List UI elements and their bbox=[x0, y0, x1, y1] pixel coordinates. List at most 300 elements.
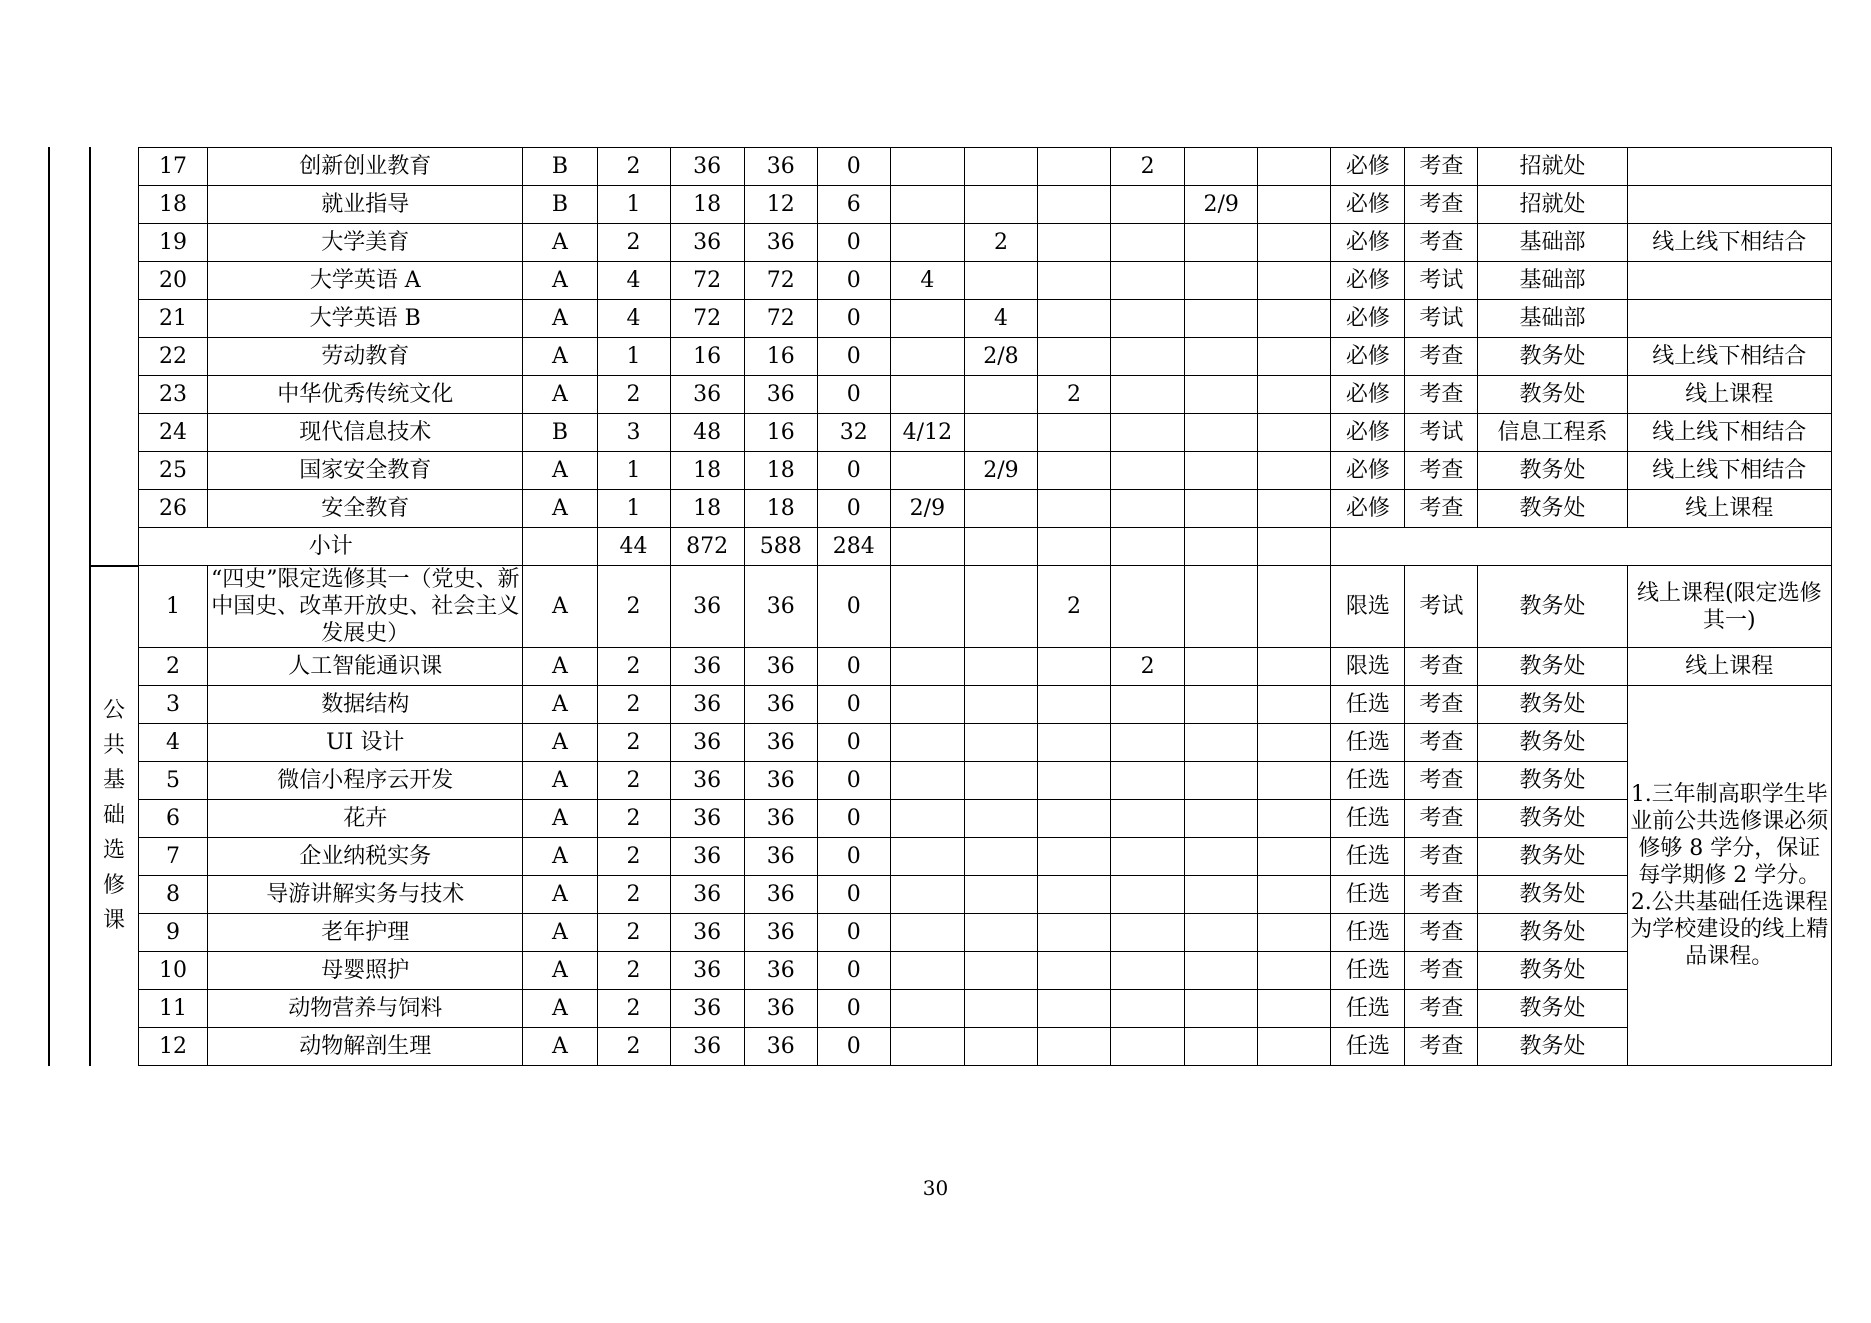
course-name: 大学英语 A bbox=[208, 262, 523, 300]
theory-hours-cell: 36 bbox=[744, 724, 817, 762]
semester-1-cell bbox=[890, 686, 964, 724]
assessment-cell: 考查 bbox=[1405, 952, 1478, 990]
course-type: A bbox=[523, 914, 597, 952]
course-name: 花卉 bbox=[208, 800, 523, 838]
total-hours-cell: 36 bbox=[670, 838, 744, 876]
subtotal-semester-2 bbox=[964, 528, 1037, 566]
remark-cell bbox=[1627, 262, 1831, 300]
course-number: 19 bbox=[139, 224, 208, 262]
total-hours-cell: 36 bbox=[670, 876, 744, 914]
credit-cell: 1 bbox=[597, 338, 670, 376]
course-number: 21 bbox=[139, 300, 208, 338]
semester-2-cell bbox=[964, 838, 1037, 876]
assessment-cell: 考试 bbox=[1405, 262, 1478, 300]
theory-hours-cell: 36 bbox=[744, 224, 817, 262]
practice-hours-cell: 0 bbox=[817, 914, 890, 952]
course-nature-cell: 任选 bbox=[1331, 952, 1405, 990]
course-number: 11 bbox=[139, 990, 208, 1028]
group-divider bbox=[89, 565, 139, 567]
course-type: A bbox=[523, 300, 597, 338]
course-type: A bbox=[523, 566, 597, 648]
required-courses-body bbox=[139, 148, 1832, 566]
course-type: A bbox=[523, 686, 597, 724]
semester-5-cell bbox=[1185, 452, 1258, 490]
semester-3-cell bbox=[1037, 648, 1110, 686]
course-name: 动物解剖生理 bbox=[208, 1028, 523, 1066]
credit-cell: 2 bbox=[597, 1028, 670, 1066]
practice-hours-cell: 0 bbox=[817, 838, 890, 876]
elective-courses-body bbox=[139, 566, 1832, 1066]
credit-cell: 2 bbox=[597, 838, 670, 876]
semester-2-cell: 4 bbox=[964, 300, 1037, 338]
semester-5-cell bbox=[1185, 224, 1258, 262]
course-nature-cell: 必修 bbox=[1331, 490, 1405, 528]
department-cell: 教务处 bbox=[1478, 800, 1627, 838]
semester-6-cell bbox=[1258, 1028, 1331, 1066]
remark-cell bbox=[1627, 186, 1831, 224]
course-number: 2 bbox=[139, 648, 208, 686]
semester-6-cell bbox=[1258, 262, 1331, 300]
course-nature-cell: 任选 bbox=[1331, 762, 1405, 800]
course-name: 劳动教育 bbox=[208, 338, 523, 376]
subtotal-semester-1 bbox=[890, 528, 964, 566]
credit-cell: 2 bbox=[597, 224, 670, 262]
theory-hours-cell: 36 bbox=[744, 686, 817, 724]
assessment-cell: 考查 bbox=[1405, 186, 1478, 224]
subtotal-practice: 284 bbox=[817, 528, 890, 566]
semester-3-cell bbox=[1037, 186, 1110, 224]
semester-1-cell: 4 bbox=[890, 262, 964, 300]
semester-3-cell bbox=[1037, 224, 1110, 262]
assessment-cell: 考试 bbox=[1405, 566, 1478, 648]
table-row bbox=[139, 338, 1832, 376]
credit-cell: 1 bbox=[597, 490, 670, 528]
semester-5-cell bbox=[1185, 724, 1258, 762]
credit-cell: 2 bbox=[597, 724, 670, 762]
theory-hours-cell: 36 bbox=[744, 914, 817, 952]
semester-6-cell bbox=[1258, 952, 1331, 990]
total-hours-cell: 36 bbox=[670, 724, 744, 762]
table-row bbox=[139, 376, 1832, 414]
semester-6-cell bbox=[1258, 914, 1331, 952]
semester-6-cell bbox=[1258, 566, 1331, 648]
theory-hours-cell: 18 bbox=[744, 490, 817, 528]
course-type: B bbox=[523, 414, 597, 452]
course-number: 8 bbox=[139, 876, 208, 914]
theory-hours-cell: 36 bbox=[744, 838, 817, 876]
semester-3-cell bbox=[1037, 724, 1110, 762]
course-nature-cell: 必修 bbox=[1331, 148, 1405, 186]
theory-hours-cell: 36 bbox=[744, 566, 817, 648]
course-number: 26 bbox=[139, 490, 208, 528]
course-name: 数据结构 bbox=[208, 686, 523, 724]
course-number: 22 bbox=[139, 338, 208, 376]
semester-4-cell bbox=[1111, 414, 1185, 452]
practice-hours-cell: 0 bbox=[817, 566, 890, 648]
department-cell: 教务处 bbox=[1478, 990, 1627, 1028]
credit-cell: 2 bbox=[597, 914, 670, 952]
theory-hours-cell: 18 bbox=[744, 452, 817, 490]
course-number: 7 bbox=[139, 838, 208, 876]
practice-hours-cell: 32 bbox=[817, 414, 890, 452]
semester-1-cell bbox=[890, 338, 964, 376]
subtotal-semester-6 bbox=[1258, 528, 1331, 566]
assessment-cell: 考查 bbox=[1405, 724, 1478, 762]
semester-5-cell bbox=[1185, 376, 1258, 414]
semester-5-cell bbox=[1185, 338, 1258, 376]
semester-4-cell bbox=[1111, 1028, 1185, 1066]
semester-4-cell bbox=[1111, 686, 1185, 724]
semester-3-cell bbox=[1037, 952, 1110, 990]
table-row bbox=[139, 148, 1832, 186]
semester-3-cell bbox=[1037, 338, 1110, 376]
semester-5-cell bbox=[1185, 300, 1258, 338]
assessment-cell: 考试 bbox=[1405, 414, 1478, 452]
course-number: 5 bbox=[139, 762, 208, 800]
total-hours-cell: 36 bbox=[670, 686, 744, 724]
credit-cell: 2 bbox=[597, 952, 670, 990]
semester-1-cell bbox=[890, 452, 964, 490]
semester-1-cell bbox=[890, 990, 964, 1028]
semester-4-cell: 2 bbox=[1111, 648, 1185, 686]
total-hours-cell: 18 bbox=[670, 490, 744, 528]
practice-hours-cell: 0 bbox=[817, 762, 890, 800]
course-nature-cell: 必修 bbox=[1331, 414, 1405, 452]
course-number: 3 bbox=[139, 686, 208, 724]
semester-5-cell bbox=[1185, 686, 1258, 724]
semester-1-cell bbox=[890, 876, 964, 914]
semester-2-cell bbox=[964, 414, 1037, 452]
semester-2-cell bbox=[964, 800, 1037, 838]
course-number: 9 bbox=[139, 914, 208, 952]
semester-6-cell bbox=[1258, 300, 1331, 338]
total-hours-cell: 36 bbox=[670, 648, 744, 686]
semester-6-cell bbox=[1258, 148, 1331, 186]
course-nature-cell: 任选 bbox=[1331, 1028, 1405, 1066]
course-name: UI 设计 bbox=[208, 724, 523, 762]
practice-hours-cell: 0 bbox=[817, 338, 890, 376]
course-number: 25 bbox=[139, 452, 208, 490]
subtotal-credit: 44 bbox=[597, 528, 670, 566]
course-name: 母婴照护 bbox=[208, 952, 523, 990]
total-hours-cell: 18 bbox=[670, 186, 744, 224]
course-name: 国家安全教育 bbox=[208, 452, 523, 490]
course-nature-cell: 任选 bbox=[1331, 800, 1405, 838]
semester-2-cell bbox=[964, 376, 1037, 414]
course-nature-cell: 任选 bbox=[1331, 990, 1405, 1028]
course-number: 4 bbox=[139, 724, 208, 762]
table-row bbox=[139, 838, 1832, 876]
semester-1-cell bbox=[890, 952, 964, 990]
course-number: 18 bbox=[139, 186, 208, 224]
theory-hours-cell: 16 bbox=[744, 414, 817, 452]
semester-2-cell bbox=[964, 762, 1037, 800]
total-hours-cell: 36 bbox=[670, 148, 744, 186]
assessment-cell: 考查 bbox=[1405, 838, 1478, 876]
course-type: A bbox=[523, 838, 597, 876]
course-name: 中华优秀传统文化 bbox=[208, 376, 523, 414]
semester-3-cell bbox=[1037, 148, 1110, 186]
total-hours-cell: 36 bbox=[670, 1028, 744, 1066]
subtotal-semester-4 bbox=[1111, 528, 1185, 566]
elective-note-item: 1.三年制高职学生毕业前公共选修课必须修够 8 学分，保证每学期修 2 学分。 bbox=[1630, 782, 1829, 888]
semester-4-cell bbox=[1111, 724, 1185, 762]
assessment-cell: 考查 bbox=[1405, 648, 1478, 686]
theory-hours-cell: 36 bbox=[744, 800, 817, 838]
semester-1-cell bbox=[890, 838, 964, 876]
semester-5-cell bbox=[1185, 414, 1258, 452]
practice-hours-cell: 6 bbox=[817, 186, 890, 224]
assessment-cell: 考查 bbox=[1405, 1028, 1478, 1066]
course-type: A bbox=[523, 1028, 597, 1066]
semester-4-cell bbox=[1111, 186, 1185, 224]
semester-1-cell bbox=[890, 762, 964, 800]
remark-cell: 线上课程(限定选修其一) bbox=[1627, 566, 1831, 648]
semester-6-cell bbox=[1258, 490, 1331, 528]
page-left-rule bbox=[48, 147, 50, 1066]
total-hours-cell: 36 bbox=[670, 224, 744, 262]
credit-cell: 2 bbox=[597, 648, 670, 686]
course-type: B bbox=[523, 148, 597, 186]
total-hours-cell: 36 bbox=[670, 990, 744, 1028]
credit-cell: 2 bbox=[597, 876, 670, 914]
course-nature-cell: 限选 bbox=[1331, 648, 1405, 686]
remark-cell: 线上课程 bbox=[1627, 376, 1831, 414]
course-number: 6 bbox=[139, 800, 208, 838]
semester-3-cell bbox=[1037, 990, 1110, 1028]
course-name: 导游讲解实务与技术 bbox=[208, 876, 523, 914]
course-name: 大学英语 B bbox=[208, 300, 523, 338]
department-cell: 教务处 bbox=[1478, 452, 1627, 490]
semester-5-cell bbox=[1185, 800, 1258, 838]
department-cell: 教务处 bbox=[1478, 914, 1627, 952]
semester-6-cell bbox=[1258, 990, 1331, 1028]
theory-hours-cell: 72 bbox=[744, 300, 817, 338]
semester-2-cell bbox=[964, 686, 1037, 724]
credit-cell: 2 bbox=[597, 800, 670, 838]
course-type: A bbox=[523, 762, 597, 800]
department-cell: 招就处 bbox=[1478, 186, 1627, 224]
semester-4-cell bbox=[1111, 224, 1185, 262]
semester-2-cell bbox=[964, 914, 1037, 952]
semester-2-cell: 2/8 bbox=[964, 338, 1037, 376]
subtotal-semester-5 bbox=[1185, 528, 1258, 566]
assessment-cell: 考查 bbox=[1405, 914, 1478, 952]
semester-6-cell bbox=[1258, 414, 1331, 452]
course-type: A bbox=[523, 338, 597, 376]
semester-3-cell bbox=[1037, 838, 1110, 876]
assessment-cell: 考查 bbox=[1405, 686, 1478, 724]
credit-cell: 1 bbox=[597, 452, 670, 490]
department-cell: 教务处 bbox=[1478, 566, 1627, 648]
semester-2-cell bbox=[964, 1028, 1037, 1066]
department-cell: 教务处 bbox=[1478, 762, 1627, 800]
course-name: 就业指导 bbox=[208, 186, 523, 224]
department-cell: 基础部 bbox=[1478, 224, 1627, 262]
department-cell: 教务处 bbox=[1478, 876, 1627, 914]
semester-5-cell bbox=[1185, 914, 1258, 952]
group-column-left-rule bbox=[89, 147, 91, 1066]
course-type: A bbox=[523, 648, 597, 686]
semester-6-cell bbox=[1258, 186, 1331, 224]
elective-note bbox=[1627, 686, 1831, 1066]
semester-6-cell bbox=[1258, 800, 1331, 838]
practice-hours-cell: 0 bbox=[817, 1028, 890, 1066]
total-hours-cell: 36 bbox=[670, 566, 744, 648]
subtotal-row bbox=[139, 528, 1832, 566]
semester-3-cell: 2 bbox=[1037, 376, 1110, 414]
semester-5-cell bbox=[1185, 262, 1258, 300]
department-cell: 招就处 bbox=[1478, 148, 1627, 186]
practice-hours-cell: 0 bbox=[817, 376, 890, 414]
semester-5-cell bbox=[1185, 838, 1258, 876]
practice-hours-cell: 0 bbox=[817, 952, 890, 990]
semester-2-cell: 2 bbox=[964, 224, 1037, 262]
practice-hours-cell: 0 bbox=[817, 452, 890, 490]
course-number: 12 bbox=[139, 1028, 208, 1066]
table-row bbox=[139, 724, 1832, 762]
table-row bbox=[139, 186, 1832, 224]
course-number: 10 bbox=[139, 952, 208, 990]
credit-cell: 3 bbox=[597, 414, 670, 452]
table-row bbox=[139, 490, 1832, 528]
assessment-cell: 考查 bbox=[1405, 148, 1478, 186]
department-cell: 教务处 bbox=[1478, 952, 1627, 990]
page-number: 30 bbox=[922, 1176, 949, 1200]
semester-2-cell bbox=[964, 490, 1037, 528]
semester-1-cell bbox=[890, 186, 964, 224]
table-row bbox=[139, 452, 1832, 490]
semester-5-cell bbox=[1185, 762, 1258, 800]
semester-4-cell bbox=[1111, 762, 1185, 800]
semester-5-cell bbox=[1185, 648, 1258, 686]
assessment-cell: 考试 bbox=[1405, 300, 1478, 338]
semester-3-cell bbox=[1037, 490, 1110, 528]
semester-3-cell bbox=[1037, 414, 1110, 452]
elective-note-item: 2.公共基础任选课程为学校建设的线上精品课程。 bbox=[1630, 890, 1829, 969]
total-hours-cell: 72 bbox=[670, 300, 744, 338]
total-hours-cell: 48 bbox=[670, 414, 744, 452]
credit-cell: 2 bbox=[597, 762, 670, 800]
course-nature-cell: 必修 bbox=[1331, 186, 1405, 224]
course-type: A bbox=[523, 224, 597, 262]
total-hours-cell: 18 bbox=[670, 452, 744, 490]
semester-3-cell bbox=[1037, 262, 1110, 300]
table-row bbox=[139, 224, 1832, 262]
semester-2-cell bbox=[964, 186, 1037, 224]
department-cell: 教务处 bbox=[1478, 648, 1627, 686]
semester-4-cell bbox=[1111, 452, 1185, 490]
table-row bbox=[139, 648, 1832, 686]
assessment-cell: 考查 bbox=[1405, 990, 1478, 1028]
semester-3-cell bbox=[1037, 1028, 1110, 1066]
subtotal-total: 872 bbox=[670, 528, 744, 566]
theory-hours-cell: 36 bbox=[744, 376, 817, 414]
semester-1-cell bbox=[890, 224, 964, 262]
course-type: A bbox=[523, 876, 597, 914]
practice-hours-cell: 0 bbox=[817, 148, 890, 186]
remark-cell: 线上课程 bbox=[1627, 490, 1831, 528]
semester-1-cell: 4/12 bbox=[890, 414, 964, 452]
semester-1-cell bbox=[890, 148, 964, 186]
course-number: 24 bbox=[139, 414, 208, 452]
semester-6-cell bbox=[1258, 648, 1331, 686]
practice-hours-cell: 0 bbox=[817, 724, 890, 762]
course-name: 现代信息技术 bbox=[208, 414, 523, 452]
semester-4-cell bbox=[1111, 566, 1185, 648]
semester-1-cell: 2/9 bbox=[890, 490, 964, 528]
semester-3-cell bbox=[1037, 876, 1110, 914]
course-nature-cell: 任选 bbox=[1331, 838, 1405, 876]
theory-hours-cell: 16 bbox=[744, 338, 817, 376]
department-cell: 教务处 bbox=[1478, 338, 1627, 376]
semester-3-cell bbox=[1037, 914, 1110, 952]
assessment-cell: 考查 bbox=[1405, 224, 1478, 262]
assessment-cell: 考查 bbox=[1405, 452, 1478, 490]
practice-hours-cell: 0 bbox=[817, 648, 890, 686]
department-cell: 教务处 bbox=[1478, 376, 1627, 414]
course-nature-cell: 任选 bbox=[1331, 876, 1405, 914]
total-hours-cell: 36 bbox=[670, 376, 744, 414]
practice-hours-cell: 0 bbox=[817, 300, 890, 338]
course-nature-cell: 任选 bbox=[1331, 724, 1405, 762]
remark-cell bbox=[1627, 148, 1831, 186]
course-number: 23 bbox=[139, 376, 208, 414]
remark-cell: 线上课程 bbox=[1627, 648, 1831, 686]
total-hours-cell: 36 bbox=[670, 952, 744, 990]
semester-1-cell bbox=[890, 724, 964, 762]
semester-6-cell bbox=[1258, 686, 1331, 724]
credit-cell: 1 bbox=[597, 186, 670, 224]
course-type: A bbox=[523, 262, 597, 300]
department-cell: 教务处 bbox=[1478, 1028, 1627, 1066]
semester-2-cell bbox=[964, 648, 1037, 686]
course-name: 微信小程序云开发 bbox=[208, 762, 523, 800]
theory-hours-cell: 36 bbox=[744, 762, 817, 800]
credit-cell: 4 bbox=[597, 262, 670, 300]
course-number: 17 bbox=[139, 148, 208, 186]
semester-4-cell: 2 bbox=[1111, 148, 1185, 186]
semester-1-cell bbox=[890, 648, 964, 686]
semester-5-cell bbox=[1185, 148, 1258, 186]
assessment-cell: 考查 bbox=[1405, 338, 1478, 376]
assessment-cell: 考查 bbox=[1405, 876, 1478, 914]
table-row bbox=[139, 414, 1832, 452]
semester-4-cell bbox=[1111, 838, 1185, 876]
practice-hours-cell: 0 bbox=[817, 686, 890, 724]
credit-cell: 4 bbox=[597, 300, 670, 338]
semester-6-cell bbox=[1258, 876, 1331, 914]
course-nature-cell: 必修 bbox=[1331, 262, 1405, 300]
theory-hours-cell: 72 bbox=[744, 262, 817, 300]
course-nature-cell: 限选 bbox=[1331, 566, 1405, 648]
semester-2-cell bbox=[964, 952, 1037, 990]
credit-cell: 2 bbox=[597, 566, 670, 648]
semester-5-cell bbox=[1185, 952, 1258, 990]
course-type: A bbox=[523, 724, 597, 762]
semester-3-cell bbox=[1037, 452, 1110, 490]
subtotal-semester-3 bbox=[1037, 528, 1110, 566]
table-row bbox=[139, 566, 1832, 648]
course-nature-cell: 必修 bbox=[1331, 224, 1405, 262]
course-type: A bbox=[523, 490, 597, 528]
course-nature-cell: 必修 bbox=[1331, 338, 1405, 376]
semester-5-cell bbox=[1185, 876, 1258, 914]
remark-cell: 线上线下相结合 bbox=[1627, 452, 1831, 490]
remark-cell: 线上线下相结合 bbox=[1627, 338, 1831, 376]
total-hours-cell: 36 bbox=[670, 914, 744, 952]
table-row bbox=[139, 762, 1832, 800]
